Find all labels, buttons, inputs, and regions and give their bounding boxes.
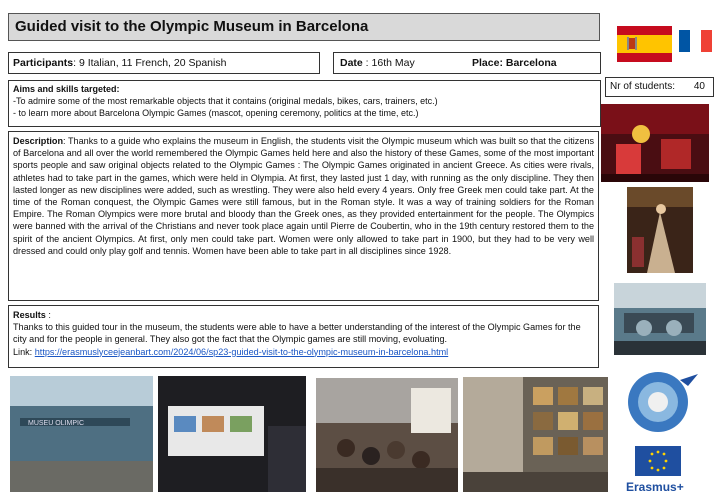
svg-text:MUSEU OLIMPIC: MUSEU OLIMPIC [28,420,85,427]
museum-photo-2 [627,187,693,273]
erasmus-logo-text: Erasmus+ [626,480,684,494]
link-label: Link: [13,346,35,357]
aims-line-2: - to learn more about Barcelona Olympic Games (mascot, opening ceremony, politics at the time, etc.) [13,108,419,118]
students-label: Nr of students: [610,81,676,92]
description-text: : Thanks to a guide who explains the museum in English, the students visit the Olympic museum which was built so that the citizens of Barcelona and all over the world remembered the Olympic Games held here and also the history of these Games, some of the most important sports people and saw original objects related to the Olympic Games : The Olympic Games originated in ancient Greece. As cities were rivals, athletes had to take part in the games, which were held in Olympia. At first, they lasted just 1 day, with running as the only discipline. They then lasted longer as new disciplines were added, such as wrestling. They were also held every 4 years. Only free Greek men could take part. At the time of the Roman conquest, the Olympic Games were still famous, but in the Roman style. It was a way of training soldiers for the Roman Empire. The Roman Olympics were more brutal and bloody than the Greek ones, as they provided entertainment for the people. The Olympics were banned with the arrival of the Christians and never took place again until Pierre de Coubertin, who in the 19th century restored them to the spirit of the ancient Olympics. At first, only men could take part. Women were only allowed to take part in 1900, but they had to be very well dressed and could only play golf and tennis. Women have been able to take part in all disciplines since 1928. [13,136,594,256]
museum-photo-1 [601,104,709,182]
gallery-photo [463,377,608,492]
participants-label: Participants [13,57,74,69]
place-label: Place: [472,57,503,69]
date-label: Date [340,57,363,69]
date-place-box [333,52,601,74]
students-photo [316,378,458,492]
results-colon: : [45,310,51,320]
museum-building-photo [10,376,153,492]
date-value: : 16th May [362,57,415,69]
aims-line-1: -To admire some of the most remarkable objects that it contains (original medals, bikes, cars, trainers, etc.) [13,96,438,106]
erasmus-emblem [618,366,706,440]
participants-box [8,52,320,74]
aims-box [8,80,601,127]
results-box [8,305,599,368]
page-title: Guided visit to the Olympic Museum in Barcelona [8,13,600,41]
place-value: Barcelona [502,57,557,69]
description-box [8,131,599,301]
participants-value: : 9 Italian, 11 French, 20 Spanish [73,57,227,69]
results-text: Thanks to this guided tour in the museum, the students were able to have a better understanding of the interest of the Olympic Games for the city and for the people in general. They also got the fact that the Olympic games are still moving, evoluating. [13,322,581,345]
results-label: Results [13,310,46,320]
place [472,57,557,69]
results-link[interactable]: https://erasmuslyceejeanbart.com/2024/06/sp23-guided-visit-to-the-olympic-museum-in-barcelona.html [34,346,449,357]
eu-flag [635,446,681,476]
france-flag [679,30,712,52]
description-label: Description [13,136,64,146]
spain-flag [617,26,672,62]
students-value: 40 [693,81,705,92]
students-count-box [605,77,714,97]
museum-photo-3 [614,283,706,355]
aims-heading: Aims and skills targeted: [13,84,120,94]
presentation-photo [158,376,306,492]
